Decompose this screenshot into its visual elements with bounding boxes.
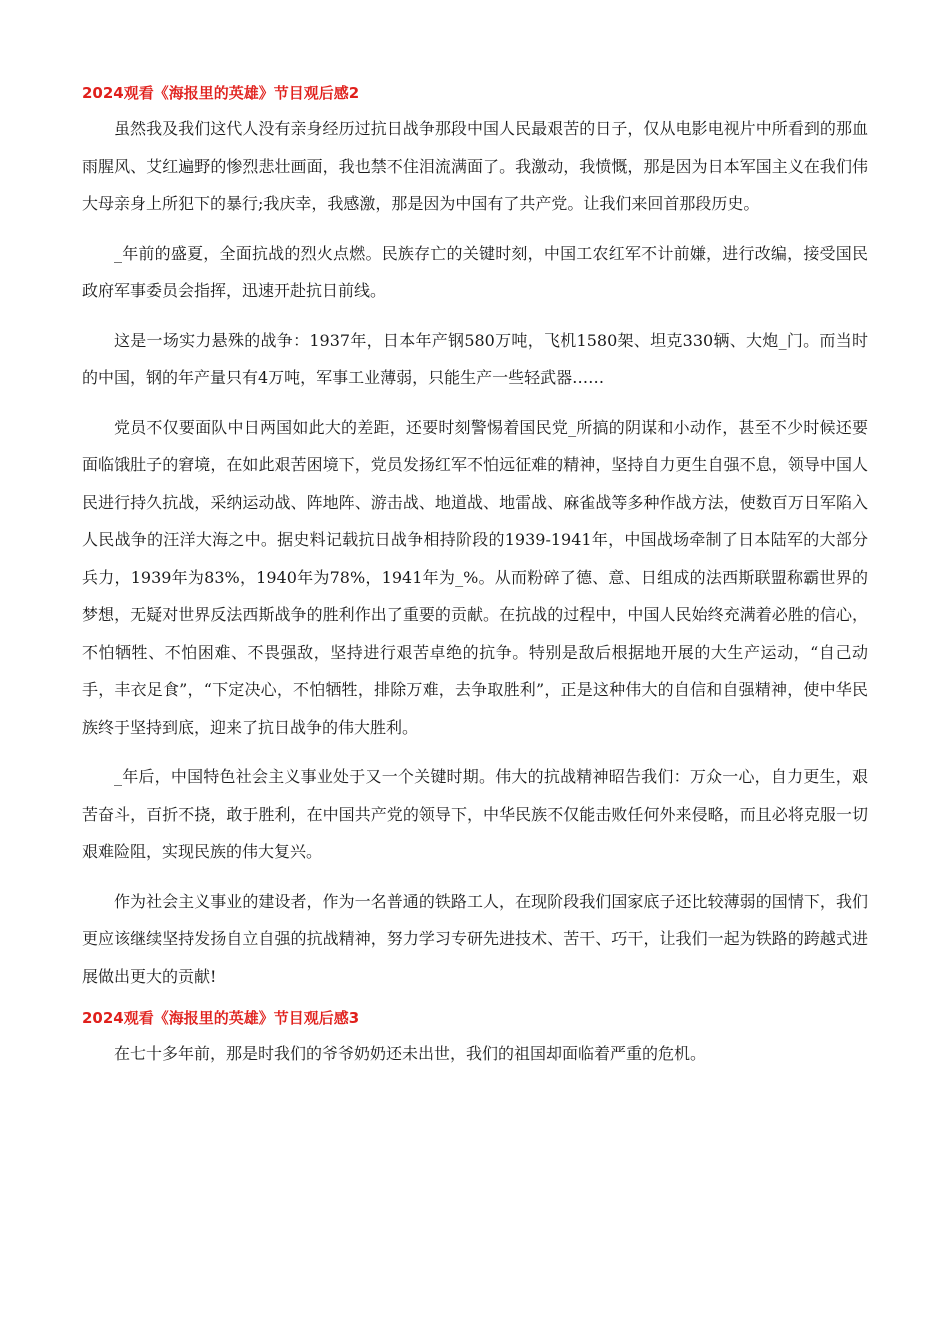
paragraph: _年前的盛夏，全面抗战的烈火点燃。民族存亡的关键时刻，中国工农红军不计前嫌，进行改编，接受国民政府军事委员会指挥，迅速开赴抗日前线。 (82, 243, 868, 300)
paragraph: _年后，中国特色社会主义事业处于又一个关键时期。伟大的抗战精神昭告我们：万众一心，自力更生，艰苦奋斗，百折不挠，敢于胜利，在中国共产党的领导下，中华民族不仅能击败任何外来侵略，而且必将克服一切艰难险阻，实现民族的伟大复兴。 (82, 767, 868, 861)
paragraph: 作为社会主义事业的建设者，作为一名普通的铁路工人，在现阶段我们国家底子还比较薄弱的国情下，我们更应该继续坚持发扬自立自强的抗战精神，努力学习专研先进技术、苦干、巧干，让我们一起为铁路的跨越式进展做出更大的贡献! (82, 891, 868, 986)
paragraph: 在七十多年前，那是时我们的爷爷奶奶还未出世，我们的祖国却面临着严重的危机。 (114, 1044, 707, 1063)
section-heading: 2024观看《海报里的英雄》节目观后感2 (82, 84, 360, 102)
document-content (82, 80, 868, 1085)
section-heading: 2024观看《海报里的英雄》节目观后感3 (82, 1009, 360, 1027)
paragraph: 党员不仅要面队中日两国如此大的差距，还要时刻警惕着国民党_所搞的阴谋和小动作，甚至不少时候还要面临饿肚子的窘境，在如此艰苦困境下，党员发扬红军不怕远征难的精神，坚持自力更生自强不息，领导中国人民进行持久抗战，采纳运动战、阵地阵、游击战、地道战、地雷战、麻雀战等多种作战方法，使数百万日军陷入人民战争的汪洋大海之中。据史料记载抗日战争相持阶段的1939-1941年，中国战场牵制了日本陆军的大部分兵力，1939年为83%，1940年为78%，1941年为_%。从而粉碎了德、意、日组成的法西斯联盟称霸世界的梦想，无疑对世界反法西斯战争的胜利作出了重要的贡献。在抗战的过程中，中国人民始终充满着必胜的信心，不怕牺牲、不怕困难、不畏强敌，坚持进行艰苦卓绝的抗争。特别是敌后根据地开展的大生产运动，“自己动手，丰衣足食”，“下定决心，不怕牺牲，排除万难，去争取胜利”，正是这种伟大的自信和自强精神，使中华民族终于坚持到底，迎来了抗日战争的伟大胜利。 (82, 417, 868, 737)
paragraph: 虽然我及我们这代人没有亲身经历过抗日战争那段中国人民最艰苦的日子，仅从电影电视片中所看到的那血雨腥风、艾红遍野的惨烈悲壮画面，我也禁不住泪流满面了。我激动，我愤慨，那是因为日本军国主义在我们伟大母亲身上所犯下的暴行;我庆幸，我感激，那是因为中国有了共产党。让我们来回首那段历史。 (82, 119, 868, 213)
paragraph: 这是一场实力悬殊的战争：1937年，日本年产钢580万吨，飞机1580架、坦克330辆、大炮_门。而当时的中国，钢的年产量只有4万吨，军事工业薄弱，只能生产一些轻武器…… (82, 330, 868, 387)
